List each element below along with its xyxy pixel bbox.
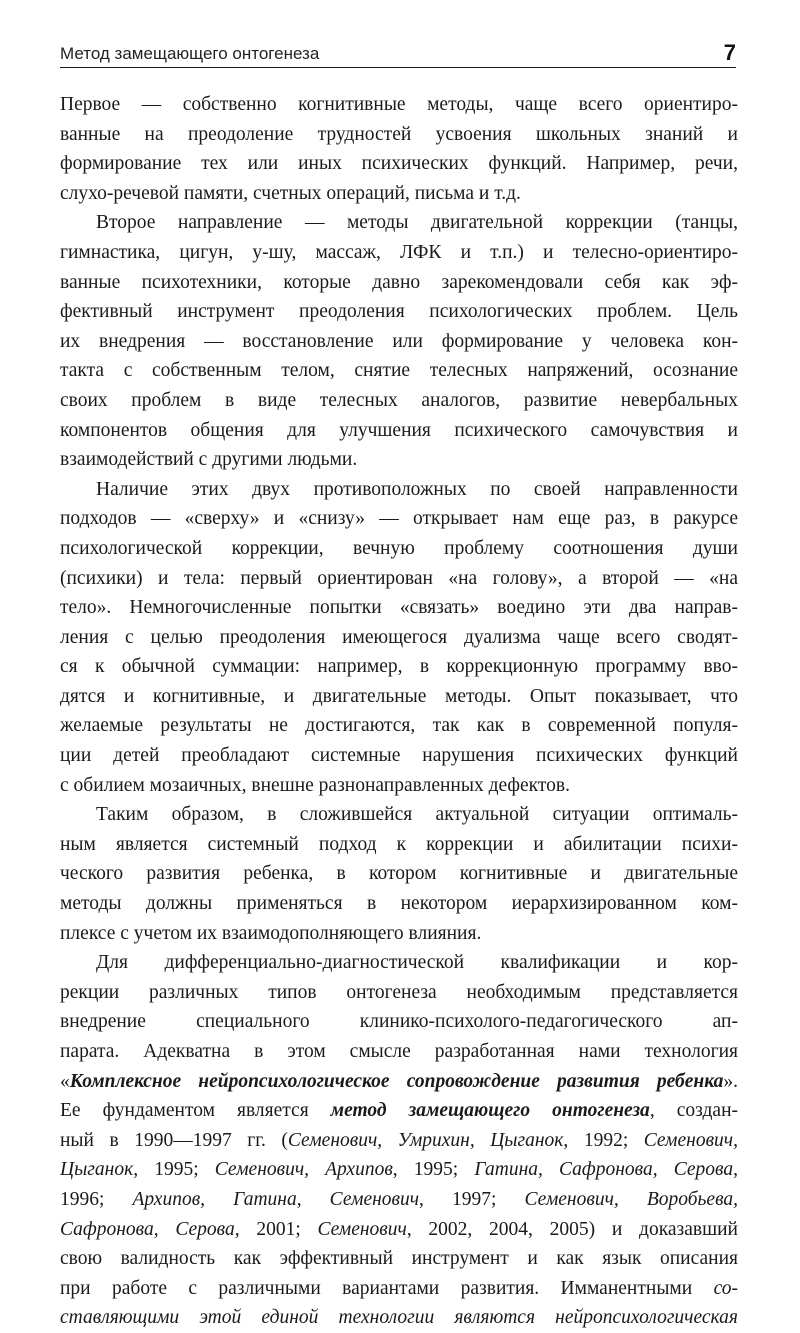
text-line	[60, 800, 738, 830]
text-segment: подходов — «сверху» и «снизу» — открывает нам еще раз, в ракурсе	[60, 508, 738, 530]
page-number: 7	[723, 40, 736, 65]
text-line	[60, 445, 738, 475]
text-segment: гимнастика, цигун, у-шу, массаж, ЛФК и т.п.) и телесно-ориентиро-	[60, 241, 738, 263]
text-segment: Наличие этих двух противоположных по своей направленности	[96, 478, 738, 500]
text-segment: плексе с учетом их взаимодополняющего влияния.	[60, 922, 482, 944]
text-line	[60, 1303, 738, 1333]
text-line	[60, 919, 738, 949]
text-line	[60, 948, 738, 978]
text-line	[60, 771, 738, 801]
text-segment: ,	[733, 1159, 738, 1181]
text-segment: психологической коррекции, вечную проблему соотношения души	[60, 537, 738, 559]
text-line	[60, 149, 738, 179]
text-segment: Второе направление — методы двигательной коррекции (танцы,	[96, 212, 738, 234]
text-line	[60, 889, 738, 919]
text-segment: ванные на преодоление трудностей усвоения школьных знаний и	[60, 123, 738, 145]
italic-text: Семенович,	[643, 1129, 738, 1151]
text-line	[60, 416, 738, 446]
text-line	[60, 179, 738, 209]
text-segment: , 1995;	[392, 1159, 475, 1181]
text-line	[60, 1037, 738, 1067]
text-line	[60, 386, 738, 416]
italic-text: со-	[713, 1277, 738, 1299]
text-line	[60, 1007, 738, 1037]
text-segment: ванные психотехники, которые давно зарекомендовали себя как эф-	[60, 271, 738, 293]
text-line	[60, 1067, 738, 1097]
text-line	[60, 652, 738, 682]
text-segment: с обилием мозаичных, внешне разнонаправленных дефектов.	[60, 774, 570, 796]
italic-text: Семенович, Архипов	[214, 1159, 393, 1181]
italic-text: Семенович, Воробьева,	[524, 1188, 738, 1210]
text-segment: свою валидность как эффективный инструмент и как язык описания	[60, 1248, 738, 1270]
text-segment: компонентов общения для улучшения психического самочувствия и	[60, 419, 738, 441]
text-segment: , 2002, 2004, 2005) и доказавший	[406, 1218, 738, 1240]
text-segment: такта с собственным телом, снятие телесных напряжений, осознание	[60, 360, 738, 382]
text-segment: их внедрения — восстановление или формирование у человека кон-	[60, 330, 738, 352]
text-segment: , 1997;	[419, 1188, 525, 1210]
text-segment: тело». Немногочисленные попытки «связать» воедино эти два направ-	[60, 597, 738, 619]
text-line	[60, 741, 738, 771]
text-segment: , 1995;	[133, 1159, 215, 1181]
text-line	[60, 1155, 738, 1185]
text-segment: Первое — собственно когнитивные методы, чаще всего ориентиро-	[60, 94, 738, 115]
text-line	[60, 593, 738, 623]
running-head-title: Метод замещающего онтогенеза	[60, 44, 320, 63]
text-segment: взаимодействий с другими людьми.	[60, 449, 358, 471]
text-line	[60, 564, 738, 594]
text-segment: ческого развития ребенка, в котором когнитивные и двигательные	[60, 863, 738, 885]
text-segment: ный в 1990—1997 гг. (	[60, 1129, 288, 1151]
bold-italic-text: Комплексное нейропсихологическое сопровождение развития ребенка	[69, 1070, 724, 1092]
italic-text: Архипов, Гатина, Семенович	[132, 1188, 420, 1210]
text-segment: ».	[723, 1070, 738, 1092]
text-segment: ным является системный подход к коррекции и абилитации психи-	[60, 833, 738, 855]
body-text	[60, 90, 738, 1333]
text-line	[60, 120, 738, 150]
text-segment: методы должны применяться в некотором иерархизированном ком-	[60, 893, 738, 915]
text-line	[60, 268, 738, 298]
text-segment: дятся и когнитивные, и двигательные методы. Опыт показывает, что	[60, 685, 738, 707]
text-segment: Для дифференциально-диагностической квалификации и кор-	[96, 952, 738, 974]
text-segment: фективный инструмент преодоления психологических проблем. Цель	[60, 301, 738, 323]
text-segment: ления с целью преодоления имеющегося дуализма чаще всего сводят-	[60, 626, 738, 648]
italic-text: Сафронова, Серова	[60, 1218, 235, 1240]
italic-text: Гатина, Сафронова, Серова	[474, 1159, 734, 1181]
text-line	[60, 1244, 738, 1274]
running-head	[60, 34, 736, 68]
text-segment: Таким образом, в сложившейся актуальной ситуации оптималь-	[96, 804, 738, 826]
text-segment: ся к обычной суммации: например, в коррекционную программу вво-	[60, 656, 738, 678]
bold-italic-text: метод замещающего онтогенеза	[330, 1100, 650, 1122]
text-line	[60, 504, 738, 534]
text-line	[60, 859, 738, 889]
italic-text: Семенович	[317, 1218, 407, 1240]
text-line	[60, 90, 738, 120]
text-line	[60, 327, 738, 357]
text-segment: «	[60, 1070, 70, 1092]
text-line	[60, 534, 738, 564]
text-segment: , 1992;	[563, 1129, 644, 1151]
text-segment: своих проблем в виде телесных аналогов, развитие невербальных	[60, 389, 738, 411]
text-line	[60, 208, 738, 238]
text-segment: 1996;	[60, 1188, 133, 1210]
text-line	[60, 978, 738, 1008]
italic-text: Цыганок	[60, 1159, 134, 1181]
text-segment: рекции различных типов онтогенеза необходимым представляется	[60, 981, 738, 1003]
italic-text: Семенович, Умрихин, Цыганок	[287, 1129, 564, 1151]
text-segment: (психики) и тела: первый ориентирован «на голову», а второй — «на	[60, 567, 738, 589]
text-line	[60, 830, 738, 860]
text-segment: , создан-	[649, 1100, 738, 1122]
text-line	[60, 475, 738, 505]
text-line	[60, 1215, 738, 1245]
text-segment: ции детей преобладают системные нарушения психических функций	[60, 745, 738, 767]
text-line	[60, 1185, 738, 1215]
text-segment: желаемые результаты не достигаются, так как в современной популя-	[60, 715, 738, 737]
text-segment: парата. Адекватна в этом смысле разработанная нами технология	[60, 1041, 738, 1062]
text-segment: при работе с различными вариантами развития. Имманентными	[60, 1277, 714, 1299]
text-segment: Ее фундаментом является	[60, 1100, 331, 1122]
text-line	[60, 356, 738, 386]
text-line	[60, 1096, 738, 1126]
text-segment: внедрение специального клинико-психолого-педагогического ап-	[60, 1011, 738, 1033]
text-segment: формирование тех или иных психических функций. Например, речи,	[60, 153, 738, 175]
text-line	[60, 297, 738, 327]
text-line	[60, 623, 738, 653]
text-line	[60, 1274, 738, 1304]
text-line	[60, 711, 738, 741]
text-segment: , 2001;	[234, 1218, 318, 1240]
text-line	[60, 238, 738, 268]
italic-text: ставляющими этой единой технологии являются нейропсихологическая	[60, 1307, 738, 1329]
text-line	[60, 1126, 738, 1156]
text-segment: слухо-речевой памяти, счетных операций, письма и т.д.	[60, 182, 521, 204]
text-line	[60, 682, 738, 712]
